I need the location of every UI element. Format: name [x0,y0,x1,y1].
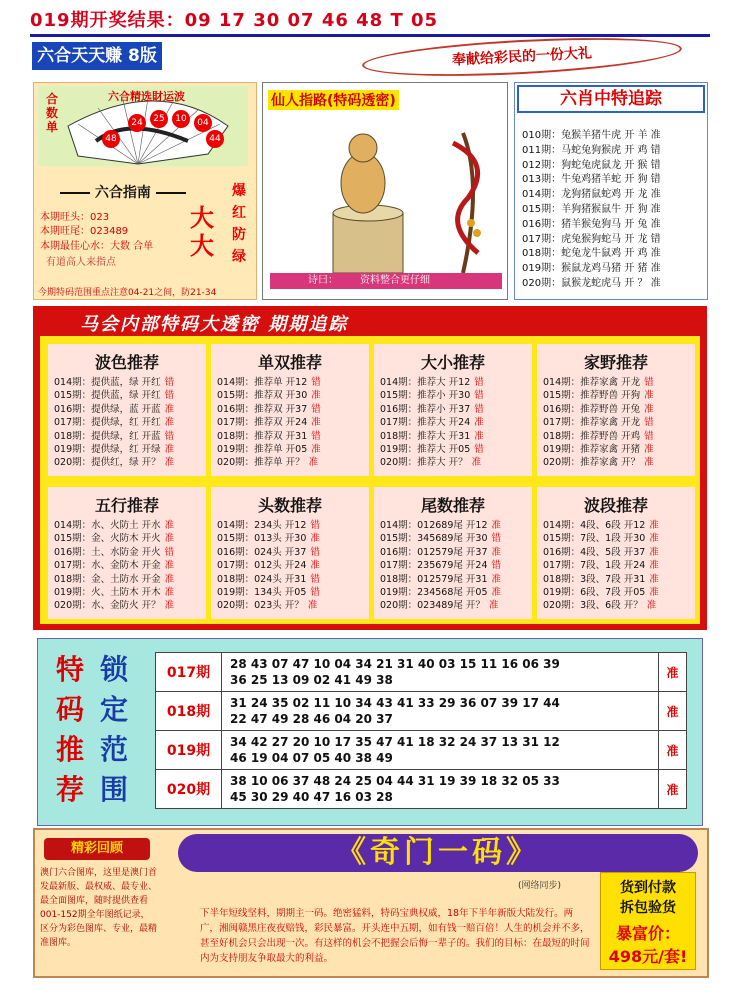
lock-numbers [222,770,659,809]
zodiac-row: 020期：鼠猴龙蛇虎马 开 ？ 准 [522,278,661,289]
lock-result: 准 [659,692,687,731]
prediction-row-result: 准 [164,560,175,572]
prediction-row-result: 准 [311,417,321,429]
monkey-illustration [263,103,509,293]
right-panel-title: 六肖中特追踪 [517,85,705,113]
prediction-row-result: 错 [474,390,484,402]
prediction-row-result: 准 [164,457,175,469]
prediction-row-result: 准 [164,520,175,531]
page-title: 019期开奖结果：09 17 30 07 46 48 T 05 [30,10,439,31]
prediction-row-result: 错 [164,430,175,442]
prediction-row [380,546,530,559]
prediction-row-result: 准 [649,587,659,599]
prediction-row-result: 准 [474,417,484,429]
prediction-row-result: 准 [488,600,499,612]
prediction-row-result: 准 [649,560,659,572]
price-line: 498元/套! [608,947,688,966]
prediction-row [543,443,693,456]
prediction-row [54,430,204,443]
review-title: 精彩回顾 [44,838,150,860]
prediction-row [543,376,693,389]
fan-number-ball: 48 [102,130,120,148]
prediction-card-title: 尾数推荐 [420,496,485,515]
prediction-row-text: 015期：金、火防木 开火 [54,533,161,545]
prediction-row-result: 错 [644,377,654,388]
prediction-row-result: 错 [311,377,321,388]
prediction-row [543,519,693,532]
prediction-row [380,573,530,586]
zodiac-row: 018期：蛇兔龙牛鼠鸡 开 鸡 准 [522,248,661,260]
prediction-row-text: 019期：提供绿，红 开绿 [54,444,161,456]
edition-banner: 六合天天赚 8版 [32,42,162,70]
prediction-row-text: 014期：4段、6段 开12 [543,520,646,531]
prediction-row [380,599,530,612]
prediction-row-result: 错 [474,403,484,415]
prediction-card [48,487,206,619]
prediction-row-result: 准 [164,600,175,612]
prediction-row-result: 错 [474,444,484,456]
lock-char: 定 [99,693,128,726]
net-sync-label: (网络同步) [518,881,562,891]
prediction-row-text: 015期：7段、1段 开30 [543,533,646,545]
prediction-row-text: 019期：推荐大 开05 [380,444,471,456]
fan-number-ball: 04 [194,114,212,132]
prediction-row-result: 准 [644,403,654,415]
prediction-row-text: 014期：推荐家禽 开龙 [543,377,641,388]
prediction-row-text: 016期：012579尾 开37 [380,546,488,558]
prediction-row-result: 准 [644,444,654,456]
prediction-card-title: 大小推荐 [420,353,485,372]
prediction-row-text: 018期：提供绿，红 开蓝 [54,430,161,442]
prediction-section-title: 马会内部特码大透密 期期追踪 [80,314,349,335]
prediction-row [54,389,204,402]
prediction-row-result: 错 [310,573,320,585]
prediction-card [211,344,369,476]
prediction-row [217,559,367,572]
prediction-row-text: 018期：金、土防水 开金 [54,573,161,585]
lock-char: 范 [99,733,128,766]
prediction-card-title: 波段推荐 [583,496,648,515]
lock-numbers [222,731,659,770]
header-rule [30,34,710,37]
prediction-row-result: 错 [491,533,502,545]
prediction-row-result: 准 [491,520,502,531]
prediction-row-text: 015期：013头 开30 [217,533,307,545]
prediction-card-title: 头数推荐 [257,496,322,515]
prediction-row [380,519,530,532]
zodiac-row: 013期：牛兔鸡猪羊蛇 开 狗 错 [522,174,661,186]
prediction-row [217,456,367,469]
prediction-row [54,546,204,559]
prediction-row-result: 准 [471,457,482,469]
prediction-row [380,532,530,545]
lock-left-chars [52,650,88,810]
prediction-row-result: 准 [646,600,657,612]
prediction-card [537,487,695,619]
header [0,0,740,32]
prediction-row-result: 错 [310,587,320,599]
prediction-row-result: 错 [310,520,320,531]
lock-period: 020期 [156,770,222,809]
prediction-row-text: 016期：024头 开37 [217,546,307,558]
middle-panel-title: 仙人指路(特码透密) [268,90,399,110]
prediction-row [54,403,204,416]
lock-result: 准 [659,653,687,692]
price-line: 货到付款 [620,880,676,896]
lock-row [156,653,687,692]
prediction-row-result: 错 [164,546,175,558]
price-line: 拆包验货 [620,900,676,916]
prediction-row-text: 016期：推荐野兽 开兔 [543,403,641,415]
prediction-row-result: 准 [311,390,321,402]
prediction-row-text: 020期：023489尾 开？ [380,600,485,612]
lock-period: 017期 [156,653,222,692]
prediction-row [54,443,204,456]
prediction-card [211,487,369,619]
prediction-row-result: 错 [164,377,175,388]
prediction-row-result: 准 [308,457,319,469]
prediction-row-result: 准 [310,560,320,572]
prediction-row [217,430,367,443]
prediction-card [48,344,206,476]
lock-result: 准 [659,731,687,770]
poem-bar [270,273,502,289]
prediction-row [54,573,204,586]
zodiac-row: 014期：龙狗猪鼠蛇鸡 开 龙 准 [522,189,661,201]
prediction-row [543,532,693,545]
prediction-card-title: 波色推荐 [94,353,159,372]
prediction-row-text: 014期：推荐单 开12 [217,377,308,388]
prediction-card [374,487,532,619]
guide-line: 本期旺头：023 [40,212,110,223]
prediction-row-result: 准 [491,573,502,585]
prediction-row-text: 019期：6段、7段 开05 [543,587,646,599]
guide-title [60,182,186,202]
prediction-row-text: 018期：推荐大 开31 [380,430,471,442]
prediction-row [217,416,367,429]
prediction-row-result: 准 [311,444,321,456]
prediction-row [217,403,367,416]
guide-title-text: 六合指南 [94,185,151,201]
lock-numbers-line: 34 42 27 20 10 17 35 47 41 18 32 24 37 13 31 12 [230,735,560,749]
price-box [600,872,696,970]
review-text: 澳门六合图库，这里是澳门首发最新版、最权威、最专业、最全面图库，随时提供查看001-152期全年图纸记录，区分为彩色图库、专业，最精准图库。 [40,868,158,948]
prediction-row [543,403,693,416]
prediction-row [54,532,204,545]
prediction-row-result: 错 [644,417,654,429]
guide-line: 有道高人来指点 [46,257,116,268]
promo-text: 下半年短线坚料，期期主一码。绝密猛料，特码宝典权威，18年下半年新版大陆发行。两广，湘闽赣黑庄夜夜赔钱，彩民暴富。开头连中五期，如有钱一赔百倍！人生的机会并不多，甚至好机会只会出现一次。有这样的机会不把握会后悔一辈子的。我们的目标：在最短的时间内为支持朋友争取最大的利益。 [200,908,590,964]
lock-numbers-line: 38 10 06 37 48 24 25 04 44 31 19 39 18 32 05 33 [230,774,560,788]
prediction-row-result: 准 [307,600,318,612]
prediction-row-text: 017期：235679尾 开24 [380,560,488,572]
lock-numbers-line: 36 25 13 09 02 41 49 38 [230,673,393,687]
prediction-row [54,456,204,469]
prediction-row-text: 020期：3段、6段 开？ [543,600,643,612]
price-line: 暴富价： [615,924,680,943]
prediction-row-text: 015期：推荐小 开30 [380,390,471,402]
prediction-row-text: 015期：推荐双 开30 [217,390,308,402]
poem-text: 资料整合更仔细 [360,275,430,286]
prediction-row-text: 017期：推荐双 开24 [217,417,308,429]
fan-number-ball: 25 [150,110,168,128]
prediction-row [380,430,530,443]
prediction-row-result: 错 [311,403,321,415]
prediction-row-text: 017期：012头 开24 [217,560,307,572]
lock-numbers-line: 22 47 49 28 46 04 20 37 [230,712,393,726]
prediction-row-text: 020期：推荐单 开？ [217,457,305,469]
heshu-label: 合数单 [46,92,59,134]
prediction-row-text: 014期：234头 开12 [217,520,307,531]
prediction-row-result: 准 [491,546,502,558]
prediction-row-text: 018期：012579尾 开31 [380,573,488,585]
lock-row [156,692,687,731]
prediction-card [374,344,532,476]
prediction-row [217,389,367,402]
prediction-row [54,559,204,572]
prediction-row-text: 016期：土、水防金 开火 [54,546,161,558]
lock-numbers-line: 46 19 04 07 05 40 38 49 [230,751,393,765]
prediction-card-title: 五行推荐 [94,496,159,515]
prediction-row-result: 准 [310,533,320,545]
fan-number-ball: 10 [172,110,190,128]
prediction-row [54,599,204,612]
prediction-row-text: 020期：023头 开？ [217,600,304,612]
lock-numbers-line: 45 30 29 40 47 16 03 28 [230,790,393,804]
prediction-row-text: 017期：推荐大 开24 [380,417,471,429]
prediction-row [543,430,693,443]
prediction-row-text: 016期：推荐双 开37 [217,403,308,415]
prediction-row [217,573,367,586]
zodiac-row: 016期：猪羊猴兔狗马 开 兔 准 [522,218,661,230]
prediction-row-result: 准 [644,390,654,402]
prediction-row-result: 准 [164,533,175,545]
prediction-row [380,416,530,429]
zodiac-row: 012期：狗蛇兔虎鼠龙 开 猴 错 [522,159,661,171]
prediction-row [217,546,367,559]
guide-line: 本期旺尾：023489 [40,226,129,237]
left-panel-footer: 今期特码范围重点注意04-21之间，防21-34 [38,288,217,298]
prediction-row [380,403,530,416]
prediction-row [543,573,693,586]
prediction-row-text: 020期：水、金防火 开？ [54,600,161,612]
prediction-row-text: 018期：推荐双 开31 [217,430,308,442]
prediction-row [543,599,693,612]
prediction-row [543,456,693,469]
prediction-row-text: 014期：提供蓝，绿 开红 [54,377,161,388]
prediction-row-text: 015期：推荐野兽 开狗 [543,390,641,402]
prediction-row-text: 019期：推荐家禽 开猪 [543,444,641,456]
lock-char: 推 [55,733,84,766]
prediction-row-text: 018期：推荐野兽 开鸡 [543,430,641,442]
prediction-row-result: 准 [164,417,175,429]
prediction-row-text: 015期：提供蓝，绿 开红 [54,390,161,402]
lock-numbers [222,653,659,692]
prediction-row-text: 020期：推荐大 开？ [380,457,468,469]
prediction-row-result: 准 [649,533,659,545]
prediction-row-result: 准 [164,587,175,599]
lock-table [155,652,687,809]
prediction-row-result: 准 [164,444,175,456]
prediction-row-text: 020期：推荐家禽 开？ [543,457,641,469]
prediction-row [54,416,204,429]
prediction-card-title: 单双推荐 [257,353,322,372]
lock-numbers-line: 31 24 35 02 11 10 34 43 41 33 29 36 07 39 17 44 [230,696,560,710]
prediction-row-result: 准 [649,573,659,585]
zodiac-row: 017期：虎兔猴狗蛇马 开 龙 错 [522,233,661,245]
prediction-row [543,586,693,599]
prediction-row-text: 014期：推荐大 开12 [380,377,471,388]
prediction-row [217,532,367,545]
poem-label: 诗曰： [308,275,338,286]
prediction-row [217,586,367,599]
prediction-row-result: 错 [164,390,175,402]
lock-char: 特 [55,653,84,686]
prediction-row [217,519,367,532]
lock-numbers [222,692,659,731]
prediction-row-text: 017期：推荐家禽 开龙 [543,417,641,429]
prediction-row [380,559,530,572]
fan-number-ball: 44 [206,130,224,148]
dada-text: 大大 [190,204,214,260]
prediction-row-text: 017期：提供绿，红 开红 [54,417,161,429]
prediction-row-text: 019期：推荐单 开05 [217,444,308,456]
prediction-row-text: 016期：提供绿，蓝 开蓝 [54,403,161,415]
prediction-row-text: 017期：水、金防木 开金 [54,560,161,572]
prediction-row-result: 准 [644,457,654,469]
lock-result: 准 [659,770,687,809]
slogan: 奉献给彩民的一份大礼 [361,32,682,83]
prediction-row-result: 准 [649,546,659,558]
prediction-card-title: 家野推荐 [583,353,648,372]
lock-period: 018期 [156,692,222,731]
prediction-row-text: 014期：012689尾 开12 [380,520,488,531]
prediction-row-text: 019期：234568尾 开05 [380,587,488,599]
zodiac-row: 015期：羊狗猪猴鼠牛 开 狗 准 [522,204,661,215]
prediction-row [217,599,367,612]
prediction-row-text: 017期：7段、1段 开24 [543,560,646,572]
lock-char: 码 [55,693,84,726]
prediction-row-text: 019期：134头 开05 [217,587,307,599]
prediction-row-text: 018期：3段、7段 开31 [543,573,646,585]
prediction-card [537,344,695,476]
lock-char: 荐 [55,773,84,806]
prediction-row-result: 错 [311,430,321,442]
prediction-row [543,559,693,572]
lock-numbers-line: 28 43 07 47 10 04 34 21 31 40 03 15 11 16 06 39 [230,657,560,671]
prediction-row-result: 错 [491,560,502,572]
prediction-row [54,519,204,532]
lock-row [156,770,687,809]
lock-right-chars [96,650,132,810]
prediction-row [54,586,204,599]
prediction-row [380,456,530,469]
prediction-row-text: 016期：4段、5段 开37 [543,546,646,558]
lock-char: 锁 [99,653,128,686]
prediction-row [380,586,530,599]
prediction-row [543,389,693,402]
bao-text: 爆红防绿 [232,183,246,265]
qimen-banner: 《奇门一码》 [178,834,698,872]
prediction-row [380,389,530,402]
prediction-row [543,546,693,559]
prediction-row-result: 错 [474,377,484,388]
prediction-row-text: 015期：345689尾 开30 [380,533,488,545]
prediction-row-text: 014期：水、火防土 开水 [54,520,161,531]
guide-line: 本期最佳心水：大数 合单 [40,241,154,252]
prediction-row-text: 020期：提供红，绿 开？ [54,457,161,469]
prediction-row-result: 准 [491,587,502,599]
fan-title: 六合精选財运波 [108,90,185,103]
prediction-row-result: 错 [310,546,320,558]
prediction-row-text: 016期：推荐小 开37 [380,403,471,415]
prediction-row [543,416,693,429]
zodiac-row: 019期：猴鼠龙鸡马猪 开 猪 准 [522,263,661,275]
prediction-row-result: 准 [474,430,484,442]
prediction-row [217,376,367,389]
prediction-row-result: 准 [164,403,175,415]
prediction-row-result: 准 [164,573,175,585]
prediction-row [380,376,530,389]
prediction-row-result: 准 [649,520,659,531]
lock-period: 019期 [156,731,222,770]
prediction-row [217,443,367,456]
zodiac-row: 011期：马蛇兔狗猴虎 开 鸡 错 [522,144,661,156]
prediction-row-text: 018期：024头 开31 [217,573,307,585]
fan-number-ball: 24 [128,114,146,132]
prediction-row [380,443,530,456]
prediction-row [54,376,204,389]
prediction-row-text: 019期：火、土防木 开木 [54,587,161,599]
prediction-row-result: 错 [644,430,654,442]
prediction-grid [40,336,700,624]
lock-row [156,731,687,770]
middle-panel [262,82,508,300]
zodiac-row: 010期：兔猴羊猪牛虎 开 羊 准 [522,130,661,141]
lock-char: 围 [99,773,128,806]
